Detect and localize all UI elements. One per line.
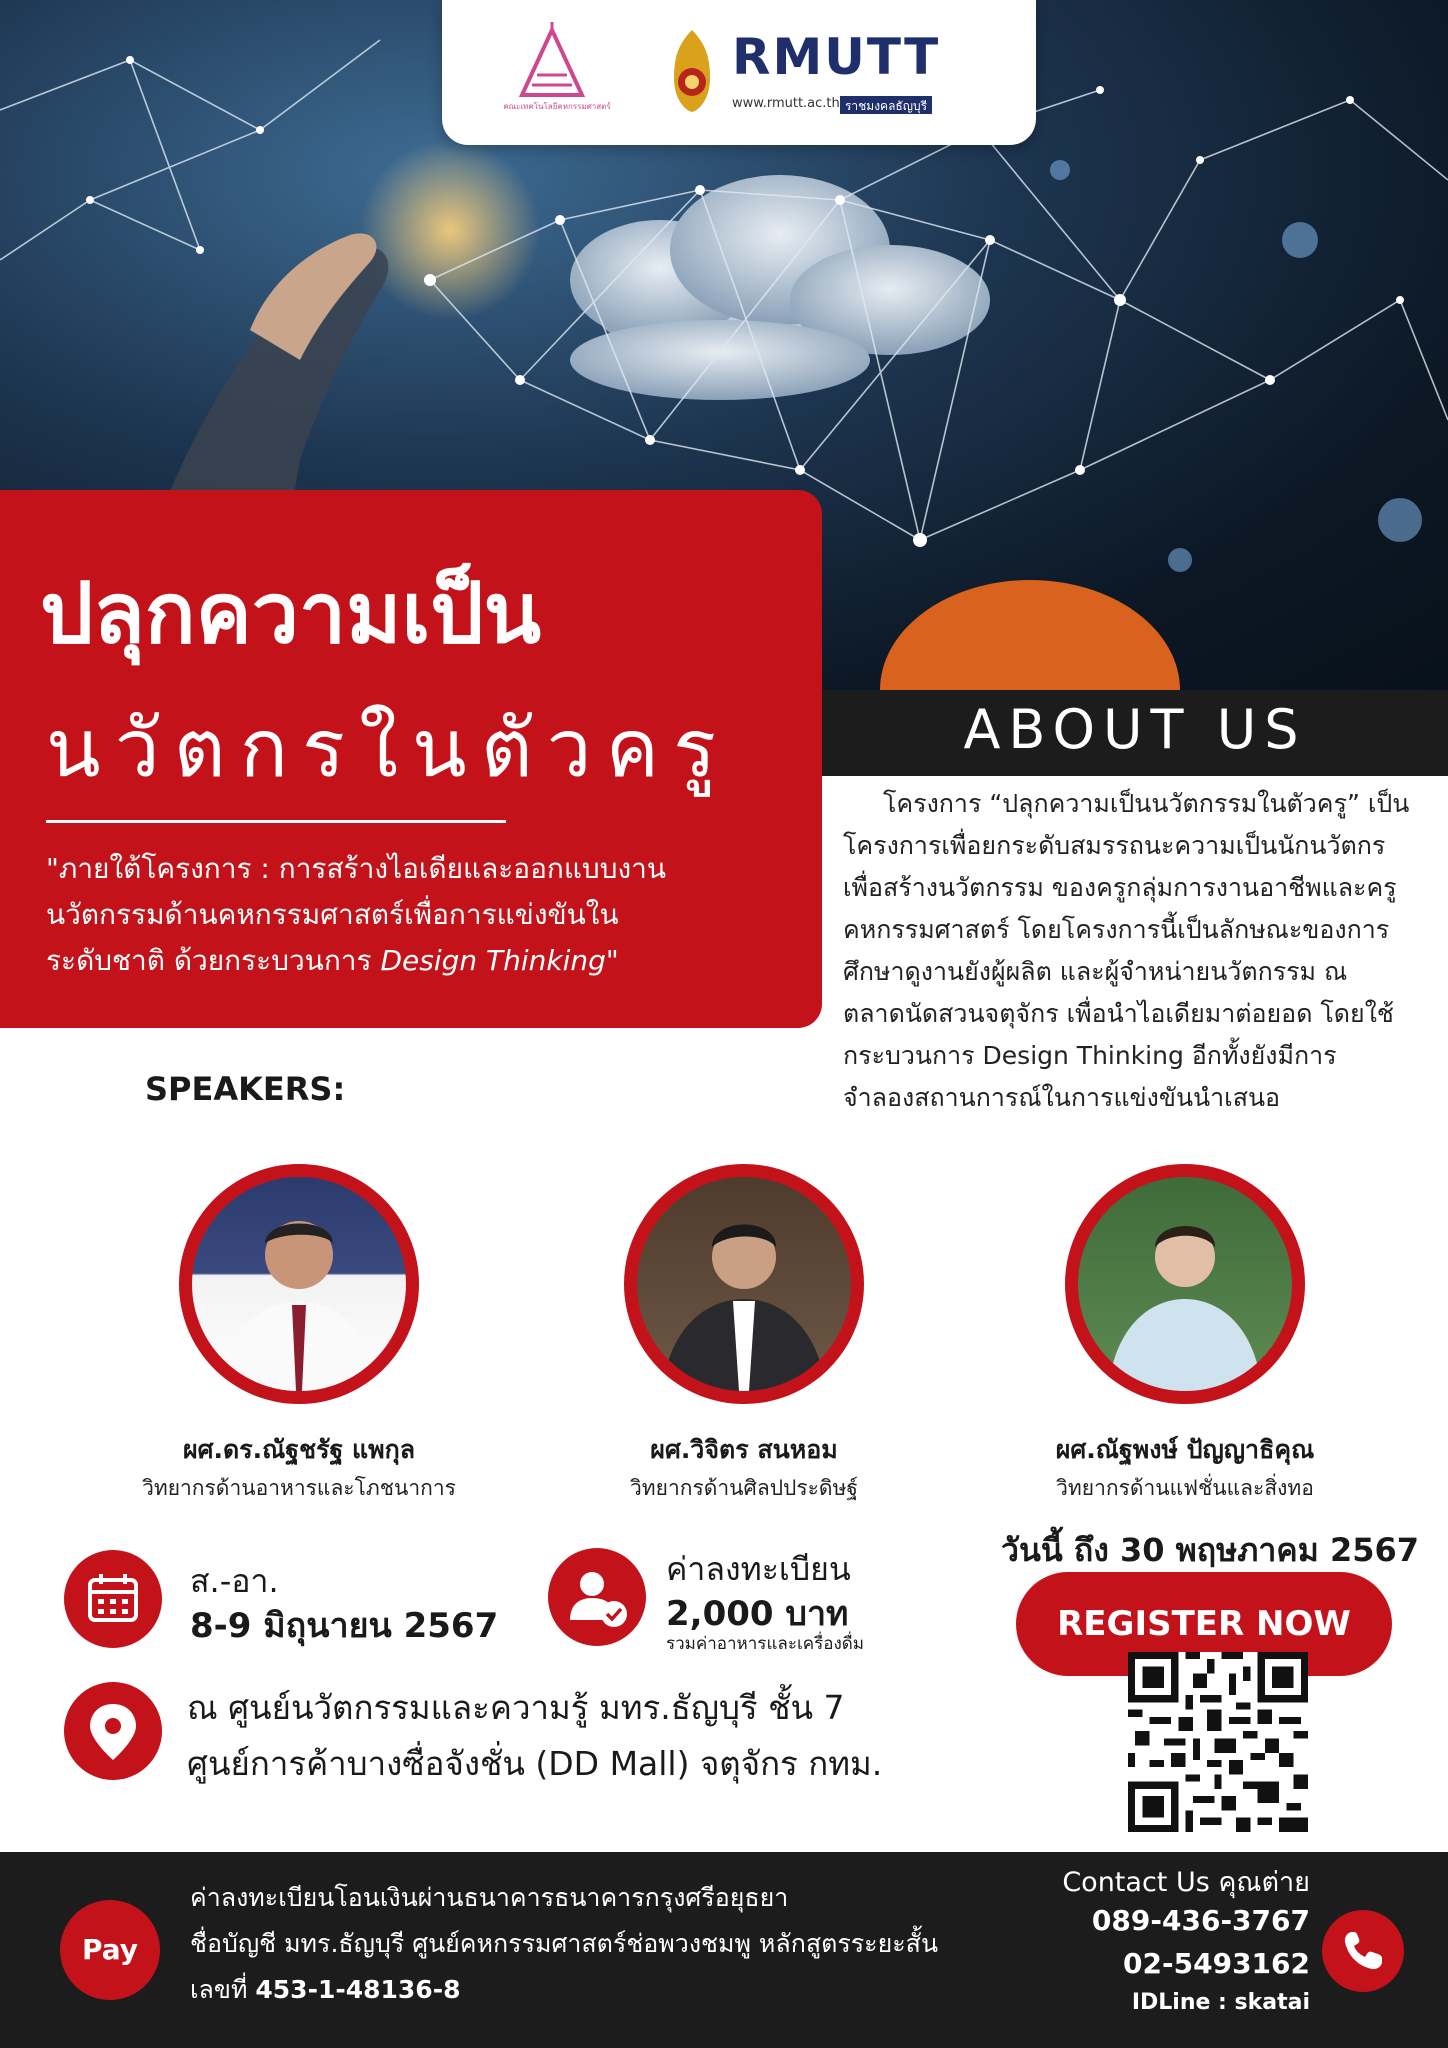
speaker-role-2: วิทยากรด้านศิลปประดิษฐ์ (630, 1476, 858, 1500)
speaker-name-2: ผศ.วิจิตร สนหอม (650, 1435, 838, 1464)
venue (187, 1680, 947, 1792)
qr-code-icon[interactable] (1128, 1652, 1308, 1832)
account-prefix: เลขที่ (190, 1975, 256, 2004)
fee-label: ค่าลงทะเบียน (666, 1550, 851, 1588)
subtitle-line3-text: ระดับชาติ ด้วยกระบวนการ (46, 944, 381, 977)
rmutt-tagline: ราชมงคลธัญบุรี (844, 99, 928, 113)
faculty-logo-icon (522, 22, 582, 95)
fee-amount: 2,000 บาท (666, 1594, 849, 1634)
about-line: คหกรรมศาสตร์ โดยโครงการนี้เป็นลักษณะของการ (843, 915, 1390, 944)
rmutt-url: www.rmutt.ac.th (732, 96, 840, 111)
location-pin-icon (64, 1682, 162, 1780)
speaker-photo-1 (179, 1164, 419, 1404)
about-body (843, 783, 1433, 1119)
speaker-role-1: วิทยากรด้านอาหารและโภชนาการ (142, 1476, 456, 1500)
venue-line1: ณ ศูนย์นวัตกรรมและความรู้ มทร.ธัญบุรี ชั้น 7 (187, 1688, 845, 1727)
page-title-line1: ปลุกความเป็น (40, 564, 542, 662)
speaker-photo-3 (1065, 1164, 1305, 1404)
register-now-button[interactable]: REGISTER NOW (1016, 1572, 1392, 1676)
speaker-name-1: ผศ.ดร.ณัฐชรัฐ แพกุล (182, 1435, 416, 1464)
subtitle-line1: "ภายใต้โครงการ : การสร้างไอเดียและออกแบบงาน (46, 852, 667, 885)
page-title-line2: นวัตกรในตัวครู (46, 702, 731, 795)
subtitle-closing-quote: " (605, 944, 619, 977)
speaker-photo-2 (624, 1164, 864, 1404)
rmutt-wordmark: RMUTT (732, 28, 941, 86)
about-line: ตลาดนัดสวนจตุจักร เพื่อนำไอเดียมาต่อยอด โดยใช้ (843, 999, 1394, 1028)
event-dates: 8-9 มิถุนายน 2567 (190, 1606, 499, 1646)
project-subtitle (46, 846, 786, 984)
about-line: ศึกษาดูงานยังผู้ผลิต และผู้จำหน่ายนวัตกรรม ณ (843, 957, 1348, 986)
phone-number-1[interactable]: 089-436-3767 (1091, 1904, 1310, 1937)
contact-heading: Contact Us คุณต่าย (1062, 1867, 1310, 1898)
title-divider (46, 820, 506, 823)
logo-header (442, 0, 1036, 145)
subtitle-line2: นวัตกรรมด้านคหกรรมศาสตร์เพื่อการแข่งขันใน (46, 898, 619, 931)
fee-note: รวมค่าอาหารและเครื่องดื่ม (666, 1634, 865, 1654)
speaker-role-3: วิทยากรด้านแฟชั่นและสิ่งทอ (1056, 1476, 1314, 1500)
about-line: เพื่อสร้างนวัตกรรม ของครูกลุ่มการงานอาชีพและครู (843, 873, 1397, 902)
calendar-icon (64, 1550, 162, 1648)
user-check-icon (548, 1548, 646, 1646)
about-line: โครงการเพื่อยกระดับสมรรถนะความเป็นนักนวัตกร (843, 831, 1386, 860)
venue-line2: ศูนย์การค้าบางซื่อจังชั่น (DD Mall) จตุจักร กทม. (187, 1744, 883, 1783)
line-id: IDLine : skatai (1131, 1990, 1310, 2015)
about-line: โครงการ “ปลุกความเป็นนวัตกรรมในตัวครู” เป็น (883, 789, 1410, 818)
speaker-name-3: ผศ.ณัฐพงษ์ ปัญญาธิคุณ (1055, 1435, 1315, 1464)
about-heading: ABOUT US (963, 698, 1307, 761)
speaker-portrait (637, 1177, 851, 1391)
bank-line1: ค่าลงทะเบียนโอนเงินผ่านธนาคารธนาคารกรุงศรีอยุธยา (190, 1883, 789, 1912)
phone-number-2[interactable]: 02-5493162 (1123, 1947, 1310, 1980)
bank-line2: ชื่อบัญชี มทร.ธัญบุรี ศูนย์คหกรรมศาสตร์ช่อพวงชมพู หลักสูตรระยะสั้น (190, 1929, 939, 1958)
pay-badge: Pay (60, 1900, 160, 2000)
subtitle-line3 (46, 938, 786, 984)
subtitle-design-thinking: Design Thinking (380, 944, 606, 977)
about-line: กระบวนการ Design Thinking อีกทั้งยังมีการ (843, 1041, 1337, 1070)
speaker-portrait (192, 1177, 406, 1391)
university-seal-icon (674, 30, 710, 112)
account-number: 453-1-48136-8 (255, 1975, 461, 2004)
bank-line3 (190, 1967, 1050, 2013)
speaker-portrait (1078, 1177, 1292, 1391)
bank-transfer-info (190, 1875, 1050, 2013)
event-days: ส.-อา. (190, 1562, 279, 1600)
registration-deadline: วันนี้ ถึง 30 พฤษภาคม 2567 (1001, 1531, 1419, 1569)
phone-icon (1322, 1910, 1404, 1992)
faculty-caption: คณะเทคโนโลยีคหกรรมศาสตร์ (503, 102, 611, 111)
speakers-heading: SPEAKERS: (145, 1070, 346, 1108)
about-line: จำลองสถานการณ์ในการแข่งขันนำเสนอ (843, 1083, 1281, 1112)
